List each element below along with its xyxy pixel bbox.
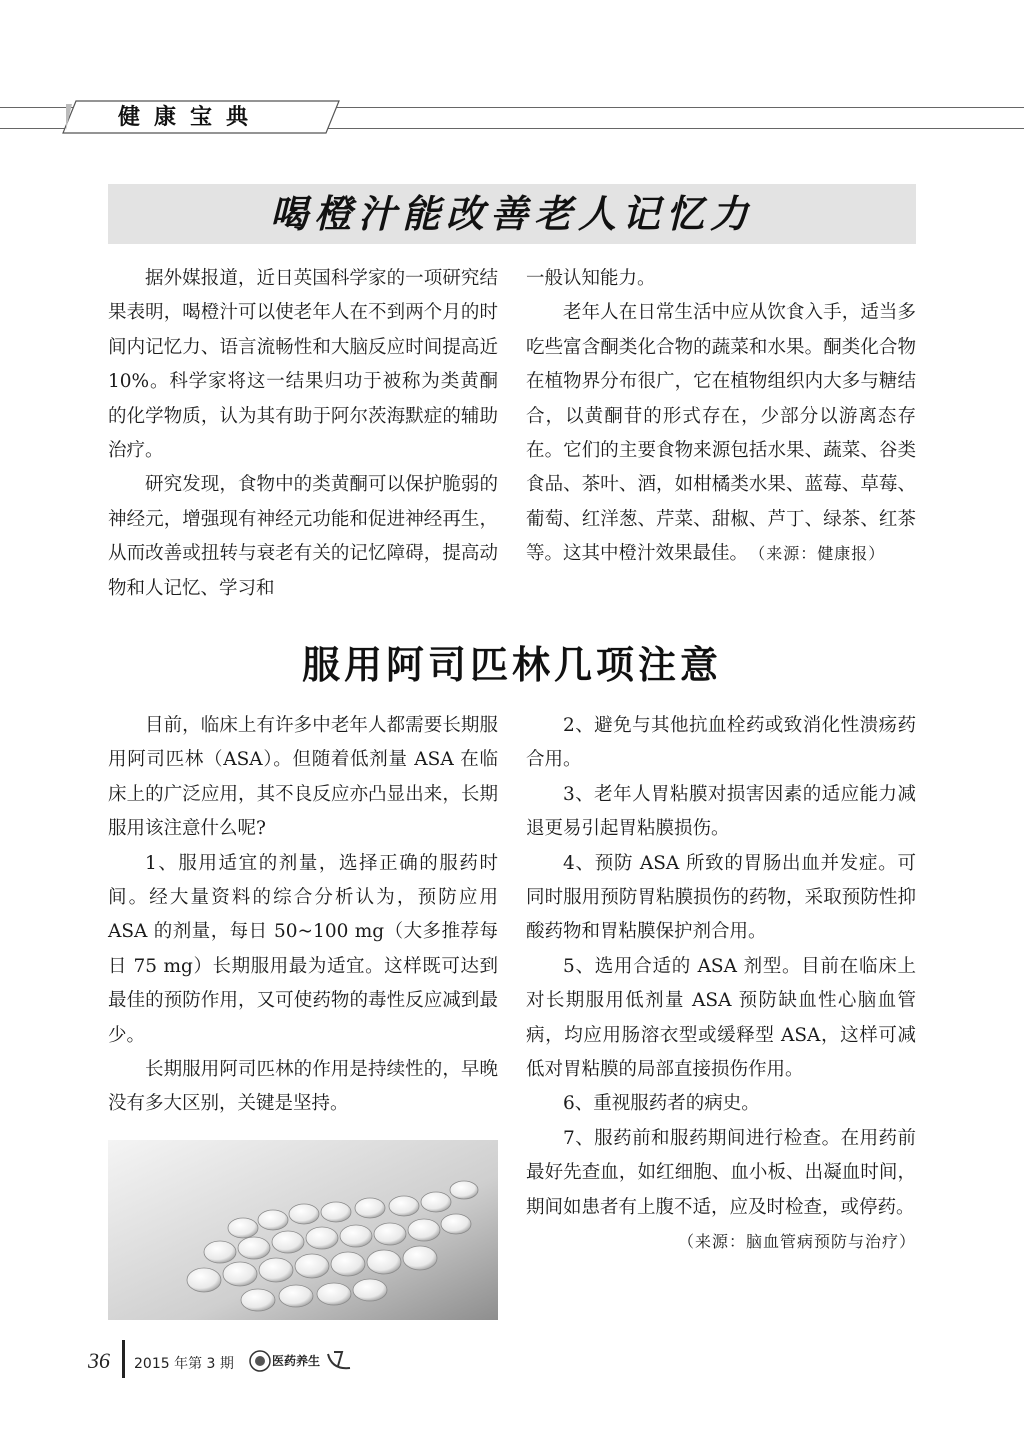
article1-source: （来源：健康报）	[757, 544, 886, 564]
paragraph: 一般认知能力。	[526, 268, 656, 289]
article2-source: （来源：脑血管病预防与治疗）	[677, 1232, 916, 1252]
paragraph: 据外媒报道，近日英国科学家的一项研究结果表明，喝橙汁可以使老年人在不到两个月的时间内记忆力、语言流畅性和大脑反应时间提高近 10%。科学家将这一结果归功于被称为类黄酮的化学物质，认为其有助于阿尔茨海默症的辅助治疗。	[108, 268, 498, 462]
section-title: 健康宝典	[118, 104, 263, 130]
magazine-logo-text: 医药养生	[272, 1354, 321, 1368]
article1-title: 喝橙汁能改善老人记忆力	[269, 192, 754, 236]
footer-divider	[122, 1340, 125, 1378]
paragraph: 7、服药前和服药期间进行检查。在用药前最好先查血，如红细胞、血小板、出凝血时间，期间如患者有上腹不适，应及时检查，或停药。	[526, 1127, 916, 1218]
paragraph	[526, 296, 916, 571]
paragraph-text: 老年人在日常生活中应从饮食入手，适当多吃些富含酮类化合物的蔬菜和水果。酮类化合物在植物界分布很广，它在植物组织内大多与糖结合，以黄酮苷的形式存在，少部分以游离态存在。它们的主要食物来源包括水果、蔬菜、谷类食品、茶叶、酒，如柑橘类水果、蓝莓、草莓、葡萄、红洋葱、芹菜、甜椒、芦丁、绿茶、红茶等。这其中橙汁效果最佳。	[526, 302, 916, 565]
paragraph: 4、预防 ASA 所致的胃肠出血并发症。可同时服用预防胃粘膜损伤的药物，采取预防性抑酸药物和胃粘膜保护剂合用。	[526, 852, 916, 943]
paragraph: 5、选用合适的 ASA 剂型。目前在临床上对长期服用低剂量 ASA 预防缺血性心脑血管病，均应用肠溶衣型或缓释型 ASA，这样可减低对胃粘膜的局部直接损伤作用。	[526, 955, 916, 1081]
issue-label: 2015 年第 3 期	[134, 1356, 234, 1372]
article1-left-column	[108, 262, 498, 606]
paragraph: 目前，临床上有许多中老年人都需要长期服用阿司匹林（ASA）。但随着低剂量 ASA 在临床上的广泛应用，其不良反应亦凸显出来，长期服用该注意什么呢?	[108, 715, 498, 840]
paragraph: 3、老年人胃粘膜对损害因素的适应能力减退更易引起胃粘膜损伤。	[526, 783, 916, 840]
paragraph: 6、重视服药者的病史。	[563, 1093, 760, 1115]
page-number: 36	[88, 1348, 110, 1373]
article2-title: 服用阿司匹林几项注意	[301, 643, 722, 687]
article1-right-column	[526, 262, 916, 572]
article2-right-column	[526, 709, 916, 1260]
pills-photo	[108, 1140, 498, 1320]
paragraph: 2、避免与其他抗血栓药或致消化性溃疡药合用。	[526, 715, 916, 771]
article2-left-column	[108, 709, 498, 1122]
paragraph: 研究发现，食物中的类黄酮可以保护脆弱的神经元，增强现有神经元功能和促进神经再生，从而改善或扭转与衰老有关的记忆障碍，提高动物和人记忆、学习和	[108, 474, 498, 599]
paragraph: 1、服用适宜的剂量，选择正确的服药时间。经大量资料的综合分析认为，预防应用 ASA 的剂量，每日 50~100 mg（大多推荐每日 75 mg）长期服用最为适宜。这样既可达到最佳的预防作用，又可使药物的毒性反应减到最少。	[108, 852, 498, 1046]
paragraph: 长期服用阿司匹林的作用是持续性的，早晚没有多大区别，关键是坚持。	[108, 1059, 498, 1115]
